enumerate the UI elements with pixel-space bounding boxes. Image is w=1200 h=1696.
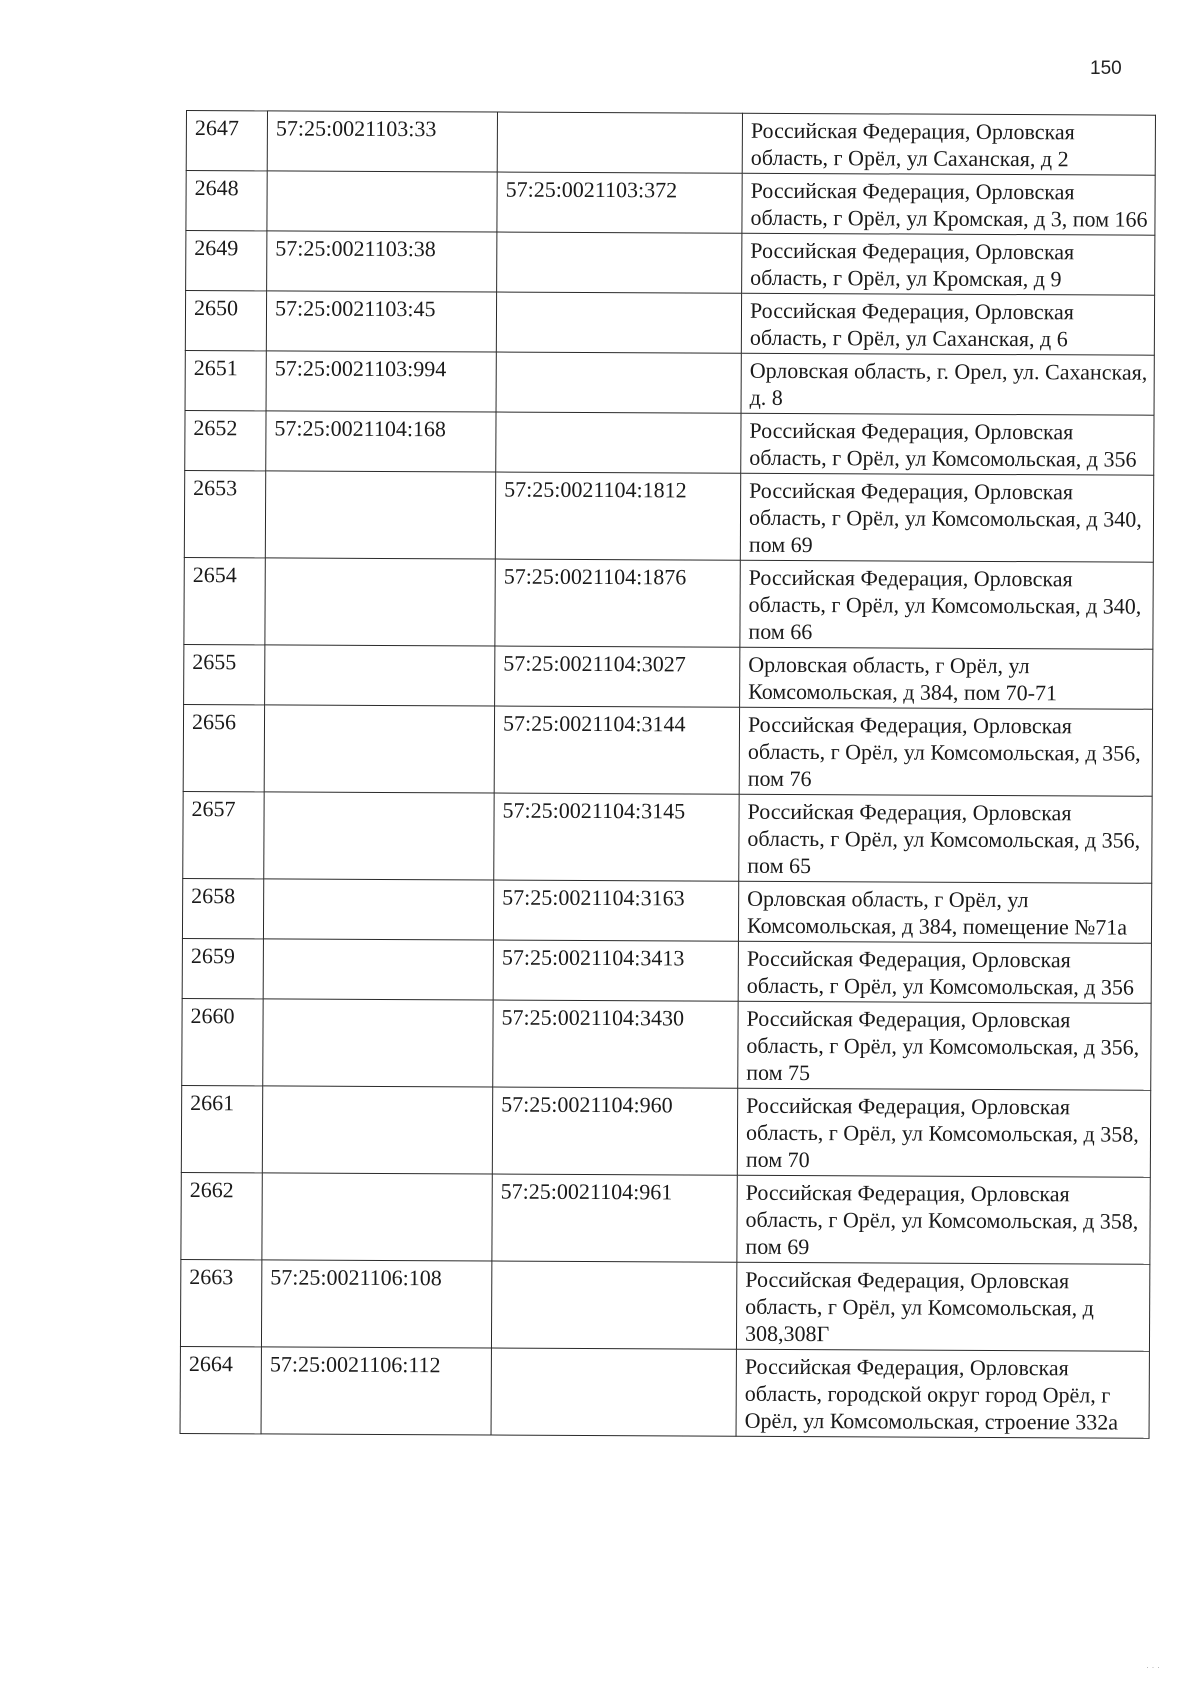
cadastral-number-cell <box>264 705 494 793</box>
row-number-cell: 2652 <box>185 410 266 470</box>
row-number-cell: 2658 <box>182 878 263 938</box>
address-cell: Российская Федерация, Орловская область, г Орёл, ул Комсомольская, д 356 <box>741 413 1154 475</box>
cadastral-number-cell <box>262 1086 492 1174</box>
property-table-body <box>180 111 1155 1439</box>
premises-cadastral-number-cell: 57:25:0021104:3144 <box>494 706 739 794</box>
cadastral-number-cell <box>263 999 493 1087</box>
address-cell: Российская Федерация, Орловская область, г Орёл, ул Комсомольская, д 308,308Г <box>736 1262 1149 1351</box>
cadastral-number-cell: 57:25:0021106:108 <box>261 1260 491 1348</box>
cadastral-number-cell <box>263 939 493 1000</box>
table-row <box>180 1259 1149 1351</box>
cadastral-number-cell <box>265 558 495 646</box>
table-row <box>182 878 1151 943</box>
row-number-cell: 2654 <box>184 557 265 644</box>
cadastral-number-cell: 57:25:0021103:994 <box>266 351 496 412</box>
row-number-cell: 2650 <box>185 291 266 351</box>
address-cell: Орловская область, г Орёл, ул Комсомольская, д 384, пом 70-71 <box>740 647 1153 709</box>
address-cell: Российская Федерация, Орловская область, г Орёл, ул Кромская, д 9 <box>742 233 1155 295</box>
address-cell: Российская Федерация, Орловская область, г Орёл, ул Комсомольская, д 356, пом 65 <box>739 794 1152 883</box>
row-number-cell: 2647 <box>186 111 267 171</box>
premises-cadastral-number-cell: 57:25:0021104:3413 <box>493 940 738 1001</box>
premises-cadastral-number-cell <box>497 112 742 173</box>
address-cell: Российская Федерация, Орловская область, г Орёл, ул Комсомольская, д 358, пом 70 <box>737 1088 1150 1177</box>
cadastral-number-cell <box>262 1173 492 1261</box>
row-number-cell: 2651 <box>185 350 266 410</box>
row-number-cell: 2648 <box>186 171 267 231</box>
row-number-cell: 2662 <box>181 1172 262 1259</box>
table-row <box>186 171 1155 236</box>
premises-cadastral-number-cell <box>496 292 741 353</box>
row-number-cell: 2653 <box>184 470 265 557</box>
cadastral-number-cell: 57:25:0021104:168 <box>266 411 496 472</box>
cadastral-number-cell: 57:25:0021103:38 <box>267 231 497 292</box>
cadastral-number-cell: 57:25:0021103:33 <box>267 111 497 172</box>
row-number-cell: 2649 <box>186 231 267 291</box>
row-number-cell: 2657 <box>183 791 264 878</box>
address-cell: Российская Федерация, Орловская область, г Орёл, ул Комсомольская, д 340, пом 69 <box>740 473 1153 562</box>
table-row <box>186 231 1155 296</box>
row-number-cell: 2660 <box>182 998 263 1085</box>
address-cell: Российская Федерация, Орловская область, г Орёл, ул Саханская, д 2 <box>742 113 1155 175</box>
premises-cadastral-number-cell: 57:25:0021104:3430 <box>493 1000 738 1088</box>
table-row <box>184 644 1153 709</box>
row-number-cell: 2661 <box>181 1085 262 1172</box>
address-cell: Российская Федерация, Орловская область, г Орёл, ул Комсомольская, д 356, пом 76 <box>739 707 1152 796</box>
table-row <box>185 291 1154 356</box>
premises-cadastral-number-cell: 57:25:0021104:1876 <box>495 559 740 647</box>
table-row <box>184 470 1153 562</box>
premises-cadastral-number-cell <box>496 352 741 413</box>
premises-cadastral-number-cell: 57:25:0021104:3027 <box>495 646 740 707</box>
table-row <box>186 111 1155 176</box>
premises-cadastral-number-cell <box>491 1348 736 1436</box>
cadastral-number-cell: 57:25:0021106:112 <box>261 1347 491 1435</box>
address-cell: Орловская область, г Орёл, ул Комсомольская, д 384, помещение №71а <box>738 881 1151 943</box>
address-cell: Российская Федерация, Орловская область, городской округ город Орёл, г Орёл, ул Комсомольская, строение 332а <box>736 1349 1149 1438</box>
cadastral-number-cell <box>265 471 495 559</box>
row-number-cell: 2659 <box>182 938 263 998</box>
address-cell: Российская Федерация, Орловская область, г Орёл, ул Комсомольская, д 356 <box>738 941 1151 1003</box>
row-number-cell: 2655 <box>184 644 265 704</box>
table-row <box>183 791 1152 883</box>
address-cell: Российская Федерация, Орловская область, г Орёл, ул Саханская, д 6 <box>741 293 1154 355</box>
premises-cadastral-number-cell <box>497 232 742 293</box>
table-row <box>181 1172 1150 1264</box>
property-table <box>180 110 1156 1439</box>
address-cell: Российская Федерация, Орловская область, г Орёл, ул Комсомольская, д 340, пом 66 <box>740 560 1153 649</box>
table-row <box>182 938 1151 1003</box>
premises-cadastral-number-cell: 57:25:0021104:961 <box>492 1174 737 1262</box>
premises-cadastral-number-cell: 57:25:0021103:372 <box>497 172 742 233</box>
table-row <box>185 350 1154 415</box>
premises-cadastral-number-cell: 57:25:0021104:3163 <box>493 880 738 941</box>
cadastral-number-cell <box>263 879 493 940</box>
table-row <box>181 1085 1150 1177</box>
row-number-cell: 2656 <box>183 704 264 791</box>
table-row <box>184 557 1153 649</box>
cadastral-number-cell: 57:25:0021103:45 <box>266 291 496 352</box>
table-row <box>180 1346 1149 1438</box>
row-number-cell: 2663 <box>180 1259 261 1346</box>
cadastral-number-cell <box>265 645 495 706</box>
scan-artifact: · · · <box>1146 1662 1160 1672</box>
premises-cadastral-number-cell <box>496 412 741 473</box>
table-row <box>185 410 1154 475</box>
premises-cadastral-number-cell: 57:25:0021104:3145 <box>494 793 739 881</box>
cadastral-number-cell <box>264 792 494 880</box>
premises-cadastral-number-cell: 57:25:0021104:960 <box>492 1087 737 1175</box>
table-row <box>182 998 1151 1090</box>
address-cell: Российская Федерация, Орловская область, г Орёл, ул Кромская, д 3, пом 166 <box>742 173 1155 235</box>
page-number: 150 <box>1090 58 1122 79</box>
row-number-cell: 2664 <box>180 1346 261 1433</box>
address-cell: Российская Федерация, Орловская область, г Орёл, ул Комсомольская, д 356, пом 75 <box>738 1001 1151 1090</box>
premises-cadastral-number-cell <box>491 1261 736 1349</box>
table-row <box>183 704 1152 796</box>
address-cell: Российская Федерация, Орловская область, г Орёл, ул Комсомольская, д 358, пом 69 <box>737 1175 1150 1264</box>
address-cell: Орловская область, г. Орел, ул. Саханская, д. 8 <box>741 353 1154 415</box>
cadastral-number-cell <box>267 171 497 232</box>
premises-cadastral-number-cell: 57:25:0021104:1812 <box>495 472 740 560</box>
